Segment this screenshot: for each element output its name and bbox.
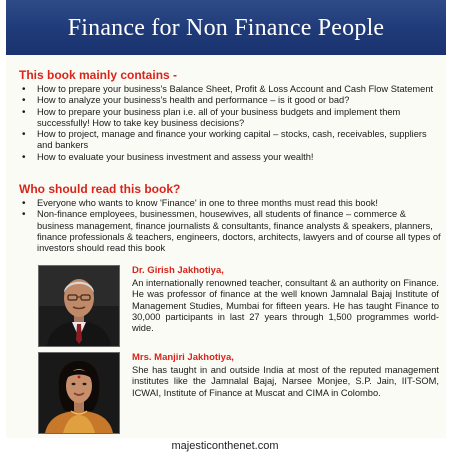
man-portrait-icon: [39, 266, 119, 346]
author-bio: She has taught in and outside India at most of the reputed management institutes like the Jamnalal Bajaj, Narsee Monjee, S.P. Jain, IIT-SOM, ICWAI, Institute of Finance at Muscat and CIMA in Colombo.: [132, 365, 439, 398]
book-title: Finance for Non Finance People: [67, 15, 385, 41]
list-item: • Non-finance employees, businessmen, housewives, all students of finance – commerce & business management, finance journalists & consultants, finance analysts & speakers, planners, finance professionals & teachers, engineers, doctors, architects, lawyers and of course all types of investors should read this book: [19, 209, 441, 254]
book-back-cover: [6, 0, 446, 438]
list-item: • How to evaluate your business investment and assess your wealth!: [19, 152, 441, 163]
title-banner: [6, 0, 446, 55]
author-photo: [38, 265, 120, 347]
author-manjiri: [38, 352, 441, 434]
author-photo: [38, 352, 120, 434]
woman-portrait-icon: [39, 353, 119, 433]
list-item: • How to analyze your business's health and performance – is it good or bad?: [19, 95, 441, 106]
author-bio: An internationally renowned teacher, consultant & an authority on Finance. He was professor of finance at the well known Jamnalal Bajaj Institute of Management Studies, Mumbai for fifteen years. He has taught Finance to 30,000 participants in last 27 years through 1,500 programmes world-wide.: [132, 278, 439, 334]
author-girish: [38, 265, 441, 347]
audience-list: [19, 198, 441, 254]
list-item: • How to project, manage and finance your working capital – stocks, cash, receivables, suppliers and bankers: [19, 129, 441, 152]
author-name: Mrs. Manjiri Jakhotiya,: [132, 352, 234, 363]
list-item: • How to prepare your business plan i.e. all of your business budgets and implement them successfully! How to take key business decisions?: [19, 107, 441, 130]
contents-heading: This book mainly contains -: [19, 68, 178, 82]
website-footer: majesticonthenet.com: [171, 440, 279, 452]
audience-heading: Who should read this book?: [19, 182, 181, 196]
list-item: • How to prepare your business's Balance Sheet, Profit & Loss Account and Cash Flow Statement: [19, 84, 441, 95]
list-item: • Everyone who wants to know 'Finance' in one to three months must read this book!: [19, 198, 441, 209]
contents-list: [19, 84, 441, 163]
author-name: Dr. Girish Jakhotiya,: [132, 265, 224, 276]
